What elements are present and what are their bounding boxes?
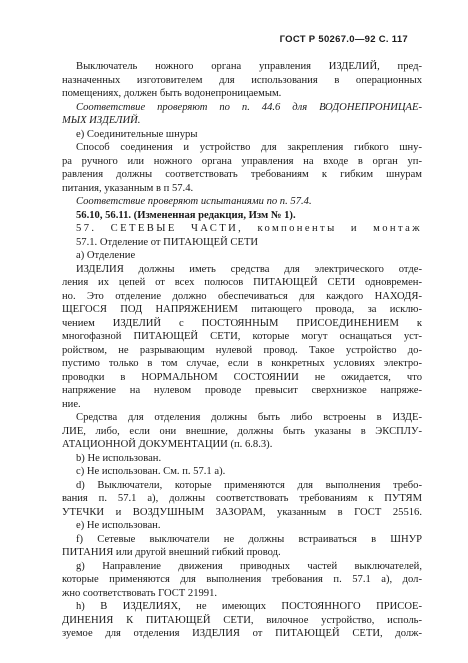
text-line: ЩЕГОСЯ ПОД НАПРЯЖЕНИЕМ питающего провода, за исклю- bbox=[62, 304, 422, 315]
text-line: равления должны соответствовать требованиям к гибким шнурам bbox=[62, 169, 422, 180]
text-line: с) Не использован. См. п. 57.1 а). bbox=[76, 466, 226, 477]
text-line: Средства для отделения должны быть либо встроены в ИЗДЕ- bbox=[76, 412, 422, 423]
text-line: ДИНЕНИЯ К ПИТАЮЩЕЙ СЕТИ, вилочное устройство, исполь- bbox=[62, 614, 422, 626]
text-line: Способ соединения и устройство для закрепления гибкого шну- bbox=[76, 142, 422, 153]
text-line: b) Не использован. bbox=[76, 452, 162, 464]
text-line: ления их цепей от всех полюсов ПИТАЮЩЕЙ СЕТИ одновремен- bbox=[62, 277, 422, 288]
text-line: е) Не использован. bbox=[76, 520, 161, 531]
text-line: f) Сетевые выключатели не должны встраиваться в ШНУР bbox=[76, 533, 422, 545]
text-line: е) Соединительные шнуры bbox=[76, 128, 198, 140]
text-line: которые применяются для выполнения требования п. 57.1 а), дол- bbox=[62, 574, 422, 585]
text-line: ПИТАНИЯ или другой внешний гибкий провод. bbox=[62, 547, 281, 558]
text-line: 57. СЕТЕВЫЕ ЧАСТИ, компоненты и монтаж bbox=[76, 223, 422, 234]
text-line: помещениях, должен быть водонепроницаемым. bbox=[62, 88, 282, 99]
text-line: ЛИЕ, либо, если они внешние, должны быть указаны в ЭКСПЛУ- bbox=[62, 425, 422, 437]
text-line: а) Отделение bbox=[76, 250, 136, 261]
text-line: вания п. 57.1 а), должны соответствовать требованиям к ПУТЯМ bbox=[62, 493, 422, 504]
text-line: 56.10, 56.11. (Измененная редакция, Изм № 1). bbox=[76, 209, 296, 221]
text-line: чением ИЗДЕЛИЙ с ПОСТОЯННЫМ ПРИСОЕДИНЕНИЕМ к bbox=[62, 317, 422, 329]
text-line: проводки в НОРМАЛЬНОМ СОСТОЯНИИ не ожидается, что bbox=[62, 371, 422, 383]
text-line: назначенных изготовителем для использования в операционных bbox=[62, 74, 422, 86]
text-line: напряжение на нулевом проводе превысит сверхнизкое напряже- bbox=[62, 385, 422, 396]
text-line: Соответствие проверяют испытаниями по п. 57.4. bbox=[76, 196, 312, 207]
text-line: жно соответствовать ГОСТ 21991. bbox=[62, 587, 218, 599]
text-line: пустимо только в том случае, если в конкретных условиях электро- bbox=[62, 358, 422, 369]
text-line: АТАЦИОННОЙ ДОКУМЕНТАЦИИ (п. 6.8.3). bbox=[62, 439, 273, 450]
text-line: 57.1. Отделение от ПИТАЮЩЕЙ СЕТИ bbox=[76, 236, 259, 248]
text-line: питания, указанным в п 57.4. bbox=[62, 182, 194, 194]
text-line: h) В ИЗДЕЛИЯХ, не имеющих ПОСТОЯННОГО ПРИСОЕ- bbox=[76, 601, 422, 612]
text-line: Выключатель ножного органа управления ИЗДЕЛИЙ, пред- bbox=[76, 61, 422, 72]
text-line: ра ручного или ножного органа управления на входе в орган уп- bbox=[62, 155, 422, 167]
text-line: УТЕЧКИ и ВОЗДУШНЫМ ЗАЗОРАМ, указанным в ГОСТ 25516. bbox=[62, 506, 422, 518]
page-header: ГОСТ Р 50267.0—92 С. 117 bbox=[279, 34, 408, 45]
text-line: многофазной ПИТАЮЩЕЙ СЕТИ, которые могут оснащаться уст- bbox=[62, 331, 422, 342]
text-line: Соответствие проверяют по п. 44.6 для ВОДОНЕПРОНИЦАЕ- bbox=[76, 101, 422, 113]
text-line: g) Направление движения приводных частей выключателей, bbox=[76, 560, 422, 572]
text-line: МЫХ ИЗДЕЛИЙ. bbox=[62, 115, 141, 126]
document-body bbox=[62, 60, 422, 641]
text-line: зуемое для отделения ИЗДЕЛИЯ от ПИТАЮЩЕЙ СЕТИ, долж- bbox=[62, 628, 422, 639]
text-line: d) Выключатели, которые применяются для выполнения требо- bbox=[76, 479, 422, 491]
text-line: ройством, не разрывающим нулевой провод. Такое устройство до- bbox=[62, 344, 422, 356]
text-line: но. Это отделение должно обеспечиваться для каждого НАХОДЯ- bbox=[62, 290, 422, 302]
text-line: ние. bbox=[62, 398, 81, 410]
text-line: ИЗДЕЛИЯ должны иметь средства для электрического отде- bbox=[76, 263, 422, 275]
